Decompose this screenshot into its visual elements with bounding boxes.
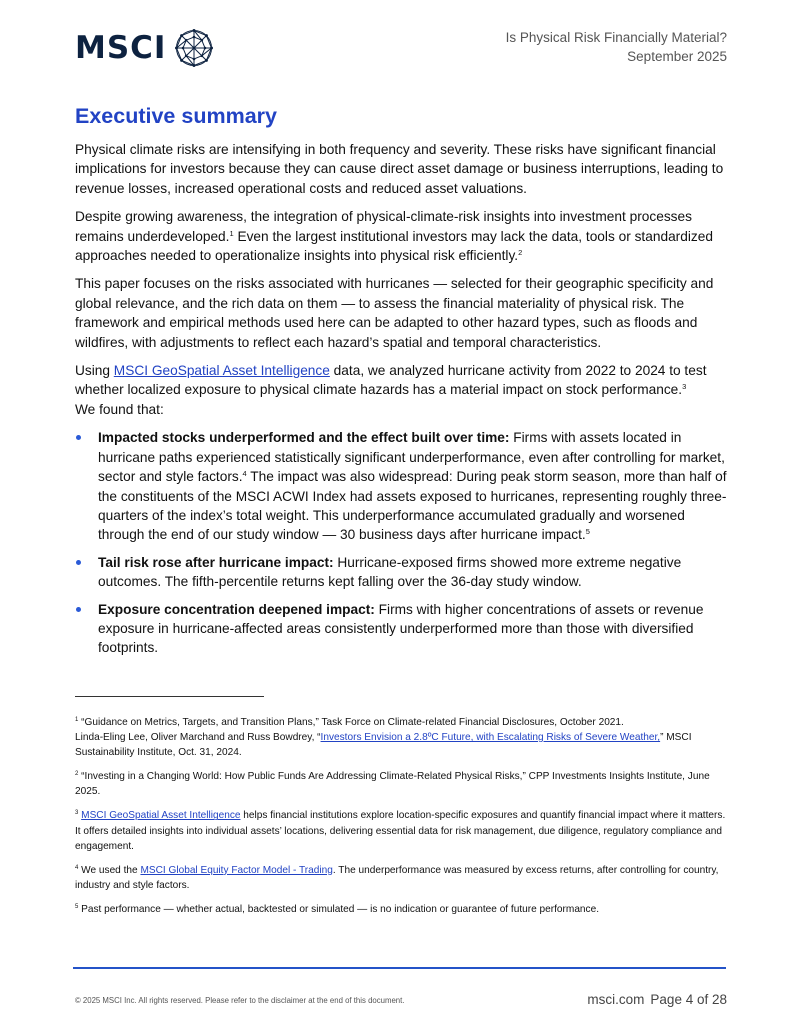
paragraph-4: [75, 361, 727, 419]
bullet-dot-icon: [76, 560, 81, 565]
finding-lead: Exposure concentration deepened impact:: [98, 601, 375, 617]
footnote-2: [75, 769, 730, 799]
footnote-text: ” MSCI Sustainability Institute, Oct. 31, 2024.: [75, 732, 692, 759]
finding-text: Firms with higher concentrations of assets or revenue exposure in hurricane-affected areas consistently underperformed more than those with diversified footprints.: [98, 601, 704, 656]
footnote-number: 4: [75, 864, 79, 871]
footnote-5: [75, 902, 730, 917]
finding-lead: Impacted stocks underperformed and the effect built over time:: [98, 430, 510, 446]
footnote-3: [75, 808, 730, 853]
finding-lead: Tail risk rose after hurricane impact:: [98, 554, 334, 570]
paragraph-2-text-a: Despite growing awareness, the integration of physical-climate-risk insights into investment processes remains underdeveloped.: [75, 209, 692, 244]
footnote-number: 2: [75, 771, 79, 778]
investors-envision-link[interactable]: Investors Envision a 2.8ºC Future, with Escalating Risks of Severe Weather,: [320, 732, 661, 744]
footnote-ref-3[interactable]: 3: [682, 382, 687, 392]
geospatial-asset-intelligence-link[interactable]: MSCI GeoSpatial Asset Intelligence: [113, 363, 330, 379]
finding-text: Hurricane-exposed firms showed more extreme negative outcomes. The fifth-percentile returns kept falling over the 36-day study window.: [98, 554, 682, 590]
paragraph-4-text-b: data, we analyzed hurricane activity from 2022 to 2024 to test whether localized exposure to physical climate hazards has a material impact on stock performance.: [75, 363, 707, 398]
footnote-text: Linda-Eling Lee, Oliver Marchand and Russ Bowdrey, “: [75, 732, 321, 744]
finding-text-cont: The impact was also widespread: During peak storm season, more than half of the constituents of the MSCI ACWI Index had assets exposed to hurricanes, representing roughly three-quarters of the index’s total weight. This underperformance accumulated gradually and worsened through the end of our study window — 30 business days after hurricane impact.: [98, 469, 727, 543]
footnote-text: . The underperformance was measured by excess returns, after controlling for country, industry and style factors.: [75, 864, 719, 891]
paragraph-4-text-a: Using: [75, 363, 114, 379]
footnote-ref-4[interactable]: 4: [242, 469, 247, 479]
footnotes: [75, 715, 730, 926]
footnote-text: “Investing in a Changing World: How Public Funds Are Addressing Climate-Related Physical Risks,” CPP Investments Insights Institute, June 2025.: [75, 771, 710, 798]
factor-model-link[interactable]: MSCI Global Equity Factor Model - Trading: [140, 864, 333, 876]
paragraph-2: [75, 207, 727, 265]
list-item: [75, 553, 727, 592]
footnote-text: “Guidance on Metrics, Targets, and Transition Plans,” Task Force on Climate-related Financial Disclosures, October 2021.: [78, 717, 624, 728]
footnote-ref-2[interactable]: 2: [518, 248, 523, 258]
paragraph-2-text-b: Even the largest institutional investors may lack the data, tools or standardized approaches needed to operationalize insights into physical risk efficiently.: [75, 228, 713, 264]
footnote-number: 3: [75, 810, 79, 817]
globe-network-icon: [174, 28, 214, 68]
footnote-text: Past performance — whether actual, backtested or simulated — is no indication or guarantee of future performance.: [78, 903, 600, 915]
main-content: [75, 104, 727, 666]
page-number: Page 4 of 28: [650, 992, 727, 1007]
footer-divider: [73, 967, 726, 969]
geospatial-footnote-link[interactable]: MSCI GeoSpatial Asset Intelligence: [81, 810, 241, 822]
copyright-notice: © 2025 MSCI Inc. All rights reserved. Please refer to the disclaimer at the end of this document.: [75, 996, 405, 1005]
paragraph-1-text: Physical climate risks are intensifying in both frequency and severity. These risks have significant financial implications for investors because they can cause direct asset damage or business interruptions, leading to revenue losses, increased operational costs and reduced asset valuations.: [75, 142, 724, 196]
document-date: September 2025: [627, 49, 727, 64]
paragraph-4-text-c: We found that:: [75, 401, 164, 417]
footnote-divider: [75, 696, 264, 697]
footnote-text: We used the: [78, 864, 141, 876]
paragraph-3-text: This paper focuses on the risks associated with hurricanes — selected for their geographic specificity and global relevance, and the rich data on them — to assess the financial materiality of physical risk. The framework and empirical methods used here can be adapted to other hazard types, such as floods and wildfires, with adjustments to reflect each hazard’s spatial and temporal characteristics.: [75, 276, 714, 350]
document-title: Is Physical Risk Financially Material?: [505, 30, 727, 45]
list-item: [75, 600, 727, 658]
footnote-ref-5[interactable]: 5: [585, 527, 590, 537]
paragraph-3: [75, 274, 727, 352]
findings-list: [75, 428, 727, 657]
logo-wordmark: MSCI: [75, 30, 167, 66]
paragraph-1: [75, 140, 727, 198]
footnote-text: helps financial institutions explore location-specific exposures and quantify financial impact where it matters. It offers detailed insights into individual assets’ locations, delivering essential data for risk management, due diligence, regulatory compliance and engagement.: [75, 810, 726, 852]
section-heading: Executive summary: [75, 104, 277, 128]
msci-logo: [75, 28, 214, 68]
footnote-1: [75, 715, 730, 760]
list-item: [75, 428, 727, 544]
footnote-4: [75, 863, 730, 893]
document-header-info: [506, 28, 727, 66]
bullet-dot-icon: [76, 607, 81, 612]
footer-page-info: [587, 992, 727, 1007]
finding-text: Firms with assets located in hurricane paths experienced statistically significant underperformance, even after controlling for market, sector and style factors.: [98, 430, 725, 485]
bullet-dot-icon: [76, 435, 81, 440]
footnote-ref-1[interactable]: 1: [229, 228, 234, 238]
footnote-number: 1: [75, 717, 79, 723]
site-link[interactable]: msci.com: [587, 992, 645, 1007]
footnote-number: 5: [75, 903, 79, 910]
